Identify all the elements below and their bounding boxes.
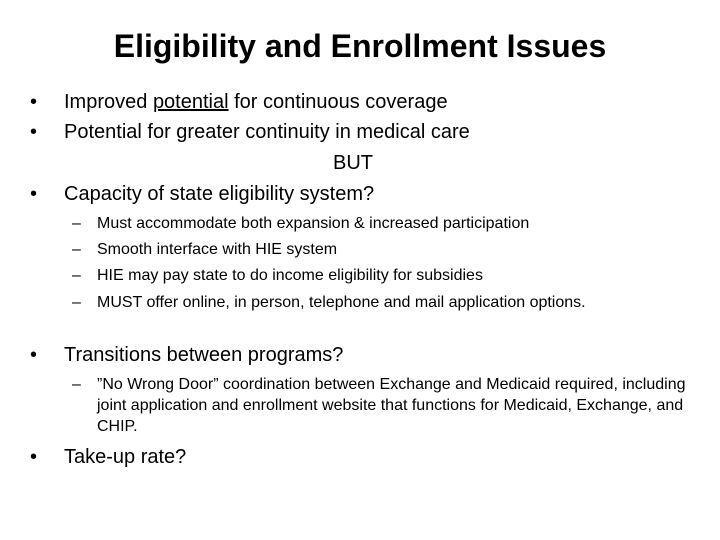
bullet-text-underlined: potential [152, 91, 229, 113]
subitem-text: HIE may pay state to do income eligibility for subsidies [97, 267, 483, 284]
subitem-text: MUST offer online, in person, telephone and mail application options. [97, 294, 586, 311]
subitem-text: Must accommodate both expansion & increased participation [97, 215, 530, 232]
separator-text: BUT [333, 152, 373, 174]
bullet-text: Capacity of state eligibility system? [64, 183, 375, 205]
bullet-marker: • [30, 446, 38, 468]
bullet-text: Transitions between programs? [64, 344, 344, 366]
dash-marker: – [72, 294, 81, 311]
bullet-text [64, 89, 448, 115]
bullet-text: Take-up rate? [64, 446, 187, 468]
subitem-text: ”No Wrong Door” coordination between Exchange and Medicaid required, including joint application and enrollment website that functions for Medicaid, Exchange, and CHIP. [97, 376, 686, 435]
bullet-text-post: for continuous coverage [228, 91, 448, 113]
bullet-marker: • [30, 91, 38, 113]
dash-marker: – [72, 376, 81, 393]
dash-marker: – [72, 215, 81, 232]
slide-title: Eligibility and Enrollment Issues [113, 28, 607, 64]
bullet-text-pre: Improved [64, 91, 153, 113]
dash-marker: – [72, 241, 81, 258]
bullet-text: Potential for greater continuity in medical care [64, 121, 470, 143]
dash-marker: – [72, 267, 81, 284]
subitem-text: Smooth interface with HIE system [97, 241, 338, 258]
bullet-marker: • [30, 183, 38, 205]
bullet-marker: • [30, 344, 38, 366]
bullet-marker: • [30, 121, 38, 143]
